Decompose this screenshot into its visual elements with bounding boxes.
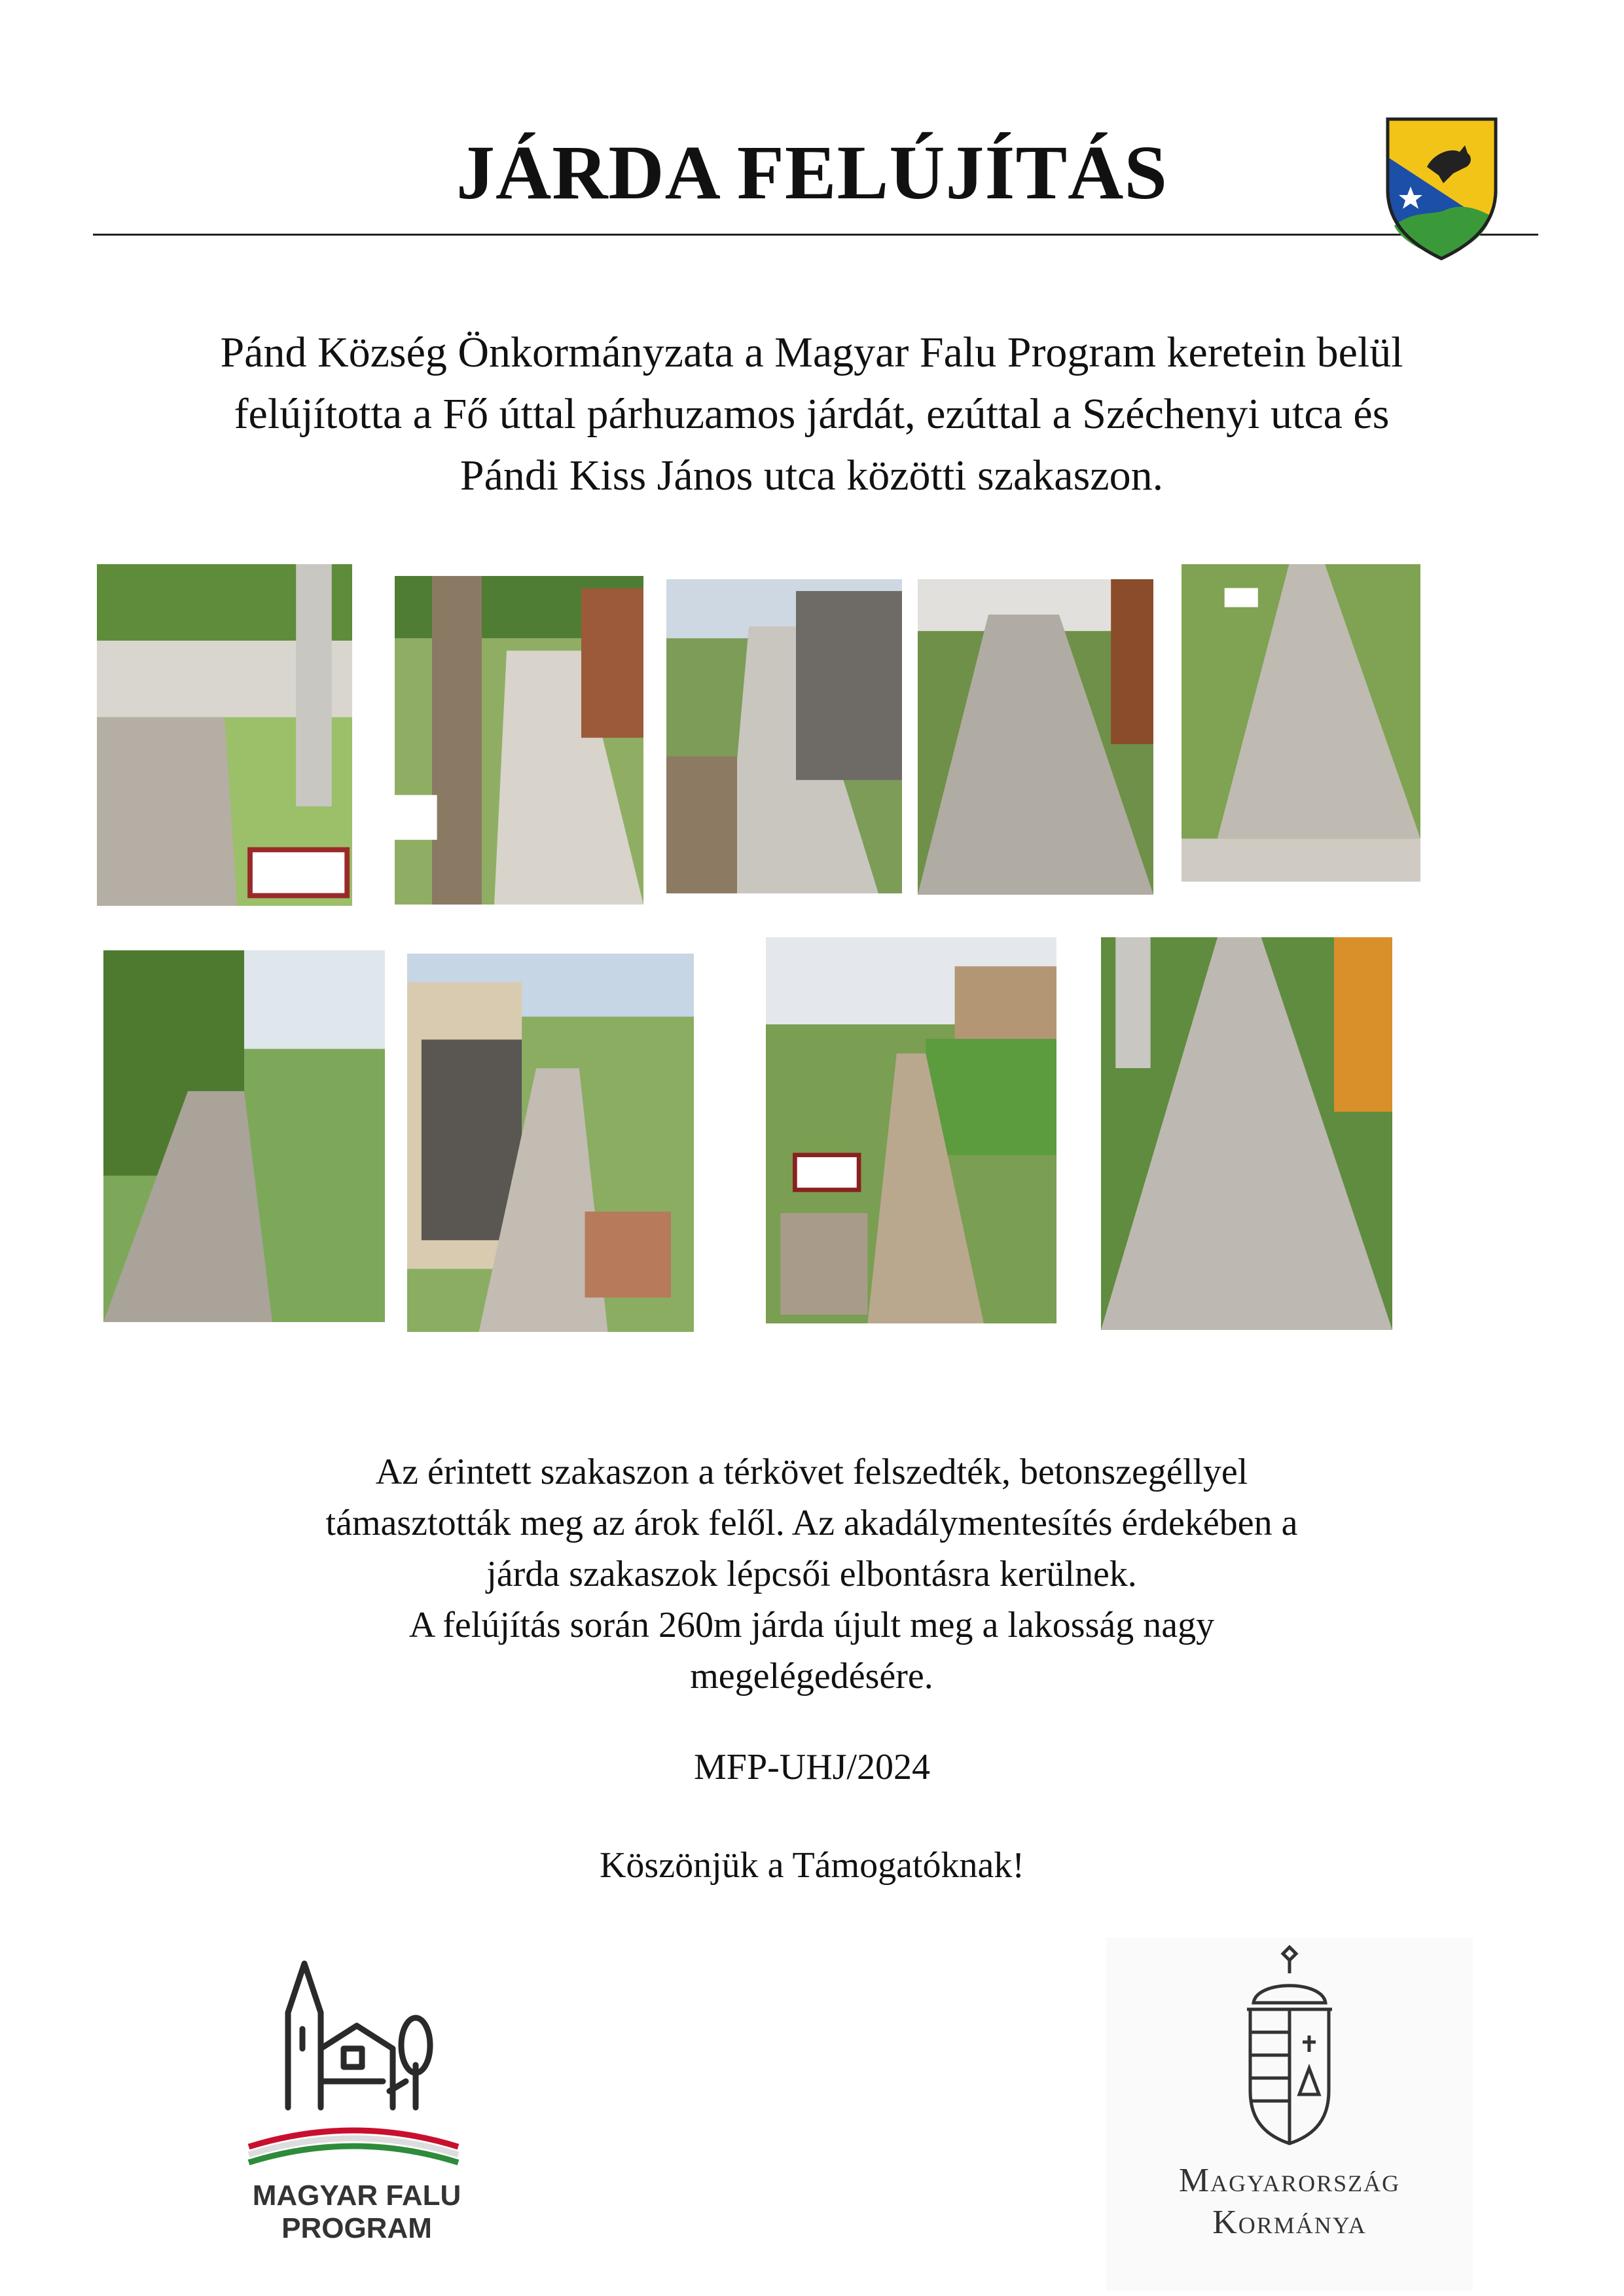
gov-logo-line2: Kormánya bbox=[1212, 2204, 1367, 2241]
description-paragraph bbox=[144, 1446, 1479, 1702]
gov-logo-line1: Magyarország bbox=[1178, 2162, 1401, 2199]
thanks-text: Köszönjük a Támogatóknak! bbox=[599, 1845, 1025, 1886]
sidewalk-photo-9 bbox=[1101, 937, 1392, 1330]
intro-paragraph bbox=[92, 322, 1532, 507]
intro-line: felújította a Fő úttal párhuzamos járdát, ezúttal a Széchenyi utca és bbox=[234, 390, 1390, 438]
gov-logo-text bbox=[1106, 2160, 1473, 2244]
mfp-logo-text bbox=[229, 2179, 484, 2245]
project-code: MFP-UHJ/2024 bbox=[694, 1747, 930, 1787]
description-line: támasztották meg az árok felől. Az akadálymentesítés érdekében a bbox=[325, 1503, 1298, 1543]
intro-line: Pánd Község Önkormányzata a Magyar Falu Program keretein belül bbox=[220, 329, 1403, 376]
mfp-logo-line1: MAGYAR FALU bbox=[252, 2179, 461, 2212]
description-line: A felújítás során 260m járda újult meg a lakosság nagy bbox=[408, 1605, 1215, 1645]
sidewalk-photo-3 bbox=[666, 579, 902, 893]
sidewalk-photo-5 bbox=[1182, 564, 1420, 882]
sidewalk-photo-8 bbox=[766, 937, 1056, 1323]
page-title: JÁRDA FELÚJÍTÁS bbox=[456, 130, 1168, 215]
description-line: járda szakaszok lépcsői elbontásra kerülnek. bbox=[486, 1554, 1137, 1594]
sidewalk-photo-6 bbox=[103, 950, 385, 1322]
description-line: Az érintett szakaszon a térkövet felszedték, betonszegéllyel bbox=[375, 1452, 1248, 1492]
village-coat-of-arms-icon bbox=[1381, 111, 1502, 262]
sidewalk-photo-2 bbox=[395, 576, 643, 905]
sidewalk-photo-7 bbox=[407, 954, 694, 1332]
title-divider bbox=[93, 234, 1538, 236]
intro-line: Pándi Kiss János utca közötti szakaszon. bbox=[460, 452, 1164, 499]
mfp-logo-line2: PROGRAM bbox=[281, 2212, 432, 2244]
description-line: megelégedésére. bbox=[690, 1656, 933, 1696]
sidewalk-photo-1 bbox=[97, 564, 352, 906]
sidewalk-photo-4 bbox=[918, 579, 1153, 895]
